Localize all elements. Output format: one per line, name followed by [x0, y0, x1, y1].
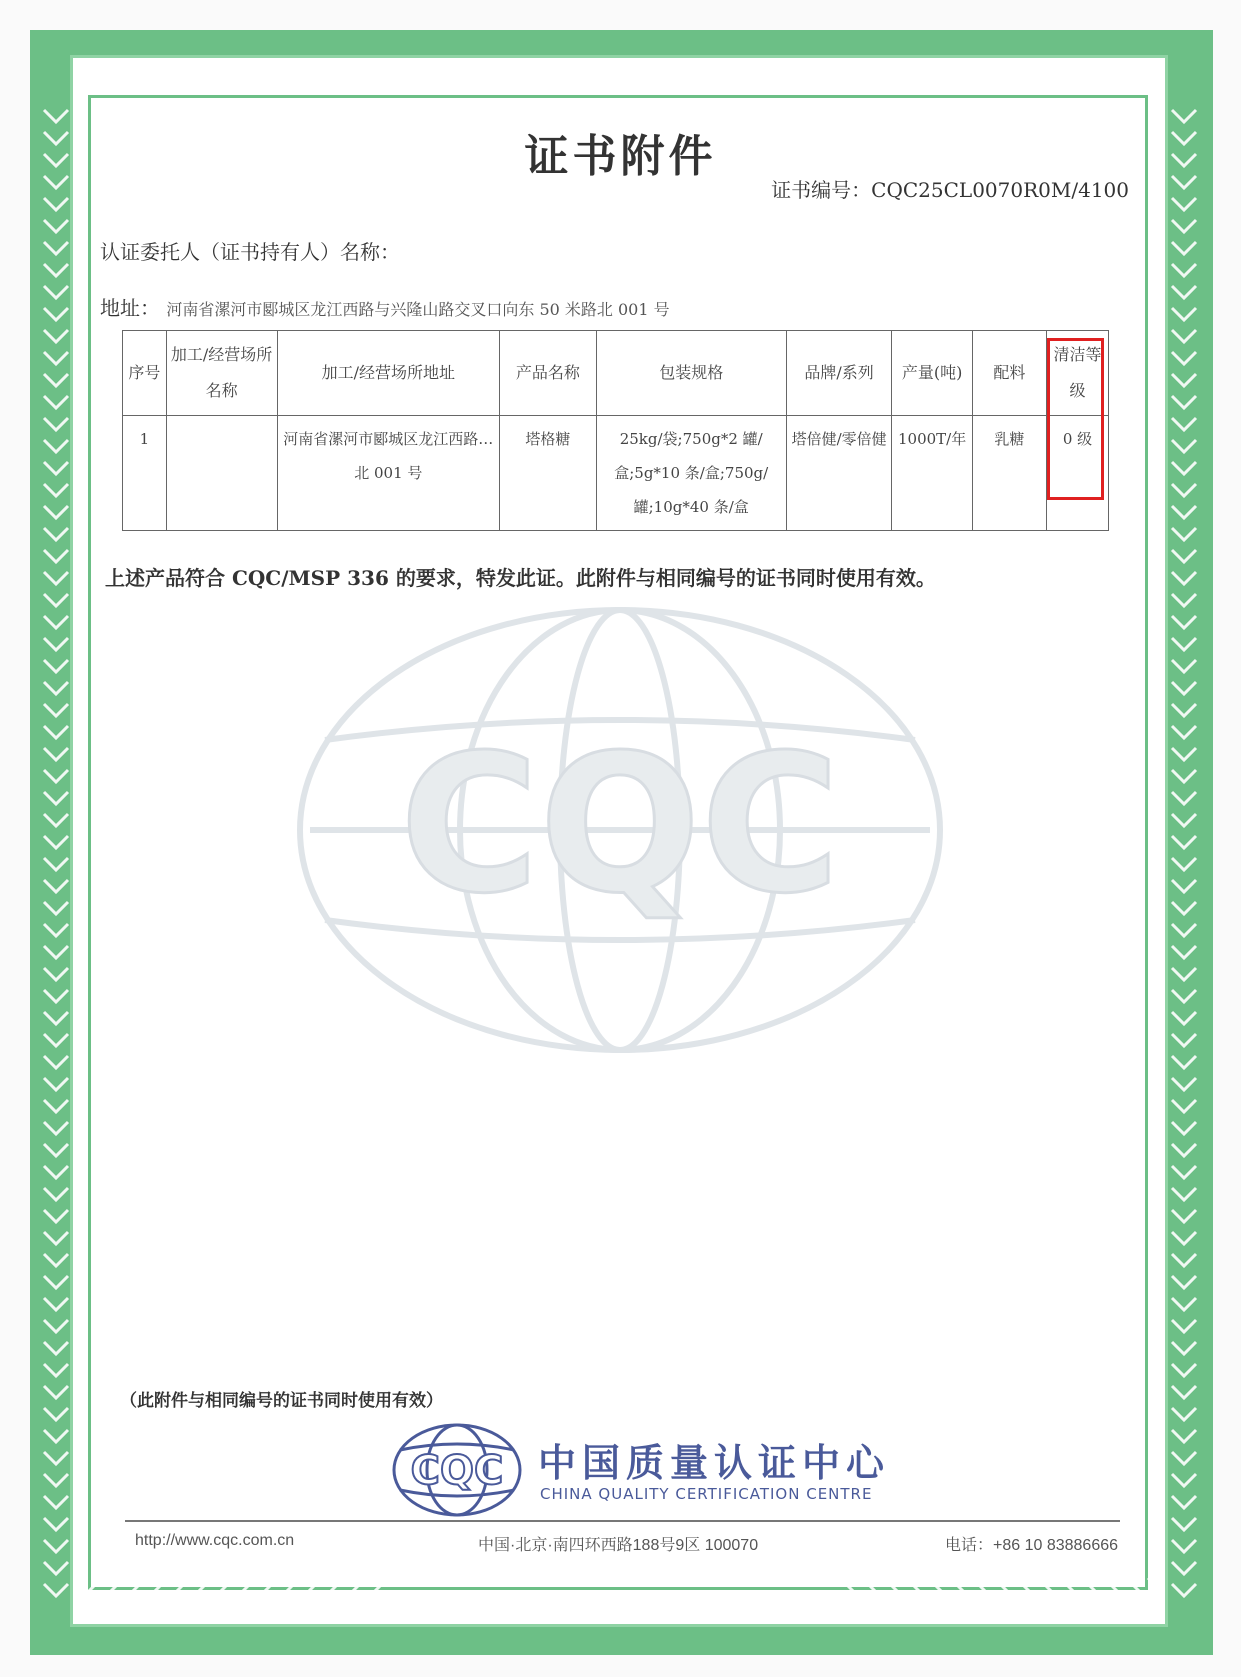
- cell-ingredient: 乳糖: [972, 416, 1046, 531]
- border-chevron: [1172, 1254, 1196, 1266]
- border-chevron: [332, 1578, 344, 1602]
- border-chevron: [44, 770, 68, 782]
- border-chevron: [354, 60, 366, 84]
- logo-text: CQC: [410, 1448, 504, 1494]
- border-chevron: [44, 1540, 68, 1552]
- border-chevron: [1172, 1078, 1196, 1090]
- border-chevron: [44, 1518, 68, 1530]
- border-chevron: [244, 1578, 256, 1602]
- header-index: 序号: [123, 331, 167, 416]
- footer-website: http://www.cqc.com.cn: [135, 1532, 295, 1549]
- compliance-statement: 上述产品符合 CQC/MSP 336 的要求，特发此证。此附件与相同编号的证书同时使用有效。: [105, 566, 936, 590]
- border-chevron: [222, 60, 234, 84]
- border-chevron: [1060, 1578, 1072, 1602]
- cell-output: 1000T/年: [892, 416, 972, 531]
- border-chevron: [1038, 60, 1050, 84]
- border-chevron: [906, 1578, 918, 1602]
- border-chevron: [156, 1578, 168, 1602]
- border-chevron: [90, 60, 102, 84]
- cqc-logo-icon: [390, 1420, 525, 1520]
- border-chevron: [950, 60, 962, 84]
- border-chevron: [1104, 1578, 1116, 1602]
- border-chevron: [906, 60, 918, 84]
- cell-packaging: 25kg/袋;750g*2 罐/盒;5g*10 条/盒;750g/罐;10g*40 条/盒: [596, 416, 786, 531]
- border-chevron: [222, 1578, 234, 1602]
- border-chevron: [44, 946, 68, 958]
- border-chevron: [1172, 638, 1196, 650]
- border-chevron: [840, 1578, 852, 1602]
- border-chevron: [1172, 330, 1196, 342]
- border-chevron: [1172, 1430, 1196, 1442]
- border-chevron: [266, 60, 278, 84]
- border-chevron: [1172, 1584, 1196, 1596]
- border-chevron: [1172, 1562, 1196, 1574]
- border-chevron: [44, 572, 68, 584]
- border-chevron: [1172, 374, 1196, 386]
- border-chevron: [44, 704, 68, 716]
- border-chevron: [44, 880, 68, 892]
- border-chevron: [332, 60, 344, 84]
- border-chevron: [44, 330, 68, 342]
- border-chevron: [1172, 1386, 1196, 1398]
- border-chevron: [1172, 792, 1196, 804]
- border-chevron: [44, 1078, 68, 1090]
- border-chevron: [44, 1232, 68, 1244]
- border-chevron: [44, 814, 68, 826]
- border-chevron: [44, 484, 68, 496]
- border-chevron: [1172, 1122, 1196, 1134]
- border-chevron: [44, 242, 68, 254]
- border-chevron: [1172, 1276, 1196, 1288]
- border-chevron: [1082, 1578, 1094, 1602]
- border-chevron: [1172, 1210, 1196, 1222]
- border-chevron: [1172, 1188, 1196, 1200]
- border-chevron: [44, 264, 68, 276]
- cell-index: 1: [123, 416, 167, 531]
- border-chevron: [1172, 902, 1196, 914]
- border-chevron: [44, 1188, 68, 1200]
- border-chevron: [1172, 858, 1196, 870]
- border-chevron: [1172, 1232, 1196, 1244]
- border-chevron: [1148, 1578, 1160, 1602]
- holder-value-redacted: [406, 243, 666, 265]
- border-chevron: [44, 616, 68, 628]
- border-chevron: [1172, 1012, 1196, 1024]
- border-chevron: [950, 1578, 962, 1602]
- border-chevron: [44, 308, 68, 320]
- border-chevron: [44, 462, 68, 474]
- border-chevron: [44, 1342, 68, 1354]
- border-chevron: [1104, 60, 1116, 84]
- border-chevron: [134, 1578, 146, 1602]
- border-chevron: [44, 1562, 68, 1574]
- border-chevron: [1016, 1578, 1028, 1602]
- border-chevron: [1172, 264, 1196, 276]
- border-chevron: [44, 1408, 68, 1420]
- footer-address: 中国·北京·南四环西路188号9区 100070: [478, 1537, 759, 1554]
- border-chevron: [1126, 60, 1138, 84]
- org-name-en: CHINA QUALITY CERTIFICATION CENTRE: [540, 1485, 873, 1503]
- org-name-cn: 中国质量认证中心: [538, 1441, 891, 1485]
- border-chevron: [1172, 1144, 1196, 1156]
- border-chevron: [44, 198, 68, 210]
- border-chevron: [44, 1452, 68, 1464]
- border-chevron: [376, 1578, 388, 1602]
- border-chevron: [1172, 242, 1196, 254]
- border-chevron: [156, 60, 168, 84]
- footer-divider: [125, 1520, 1120, 1522]
- border-chevron: [1172, 1364, 1196, 1376]
- border-chevron: [44, 1320, 68, 1332]
- page-title: 证书附件: [524, 131, 717, 182]
- border-chevron: [1082, 60, 1094, 84]
- header-output: 产量(吨): [892, 331, 972, 416]
- border-chevron: [928, 1578, 940, 1602]
- border-chevron: [44, 924, 68, 936]
- border-chevron: [44, 902, 68, 914]
- border-chevron: [288, 60, 300, 84]
- border-chevron: [1172, 1518, 1196, 1530]
- border-chevron: [972, 1578, 984, 1602]
- border-chevron: [44, 1056, 68, 1068]
- grade-highlight-box: [1047, 338, 1104, 500]
- border-chevron: [972, 60, 984, 84]
- border-chevron: [1172, 286, 1196, 298]
- border-chevron: [44, 748, 68, 760]
- border-chevron: [178, 1578, 190, 1602]
- border-chevron: [840, 60, 852, 84]
- border-chevron: [1038, 1578, 1050, 1602]
- border-chevron: [928, 60, 940, 84]
- border-chevron: [1172, 968, 1196, 980]
- border-chevron: [1172, 462, 1196, 474]
- border-chevron: [1172, 440, 1196, 452]
- border-chevron: [1172, 484, 1196, 496]
- border-chevron: [134, 60, 146, 84]
- border-chevron: [44, 836, 68, 848]
- border-chevron: [1016, 60, 1028, 84]
- border-chevron: [200, 1578, 212, 1602]
- header-grade: 清洁等级: [1046, 331, 1108, 416]
- border-chevron: [994, 1578, 1006, 1602]
- border-chevron: [1172, 572, 1196, 584]
- border-chevron: [44, 506, 68, 518]
- border-chevron: [1172, 396, 1196, 408]
- border-chevron: [44, 1012, 68, 1024]
- border-chevron: [44, 858, 68, 870]
- border-chevron: [1060, 60, 1072, 84]
- border-chevron: [1172, 1034, 1196, 1046]
- border-chevron: [1172, 726, 1196, 738]
- footnote: （此附件与相同编号的证书同时使用有效）: [120, 1391, 443, 1411]
- border-chevron: [44, 1254, 68, 1266]
- border-chevron: [44, 1144, 68, 1156]
- border-chevron: [200, 60, 212, 84]
- border-chevron: [44, 1276, 68, 1288]
- border-chevron: [44, 1122, 68, 1134]
- border-chevron: [44, 550, 68, 562]
- border-chevron: [112, 1578, 124, 1602]
- border-chevron: [1172, 704, 1196, 716]
- border-chevron: [862, 60, 874, 84]
- border-chevron: [44, 1386, 68, 1398]
- address-label: 地址：: [100, 296, 160, 320]
- header-site-name: 加工/经营场所名称: [166, 331, 277, 416]
- border-chevron: [1172, 418, 1196, 430]
- border-chevron: [1172, 308, 1196, 320]
- border-chevron: [244, 60, 256, 84]
- header-product: 产品名称: [500, 331, 597, 416]
- border-chevron: [288, 1578, 300, 1602]
- border-chevron: [310, 1578, 322, 1602]
- cell-site-name: [166, 416, 277, 531]
- border-chevron: [862, 1578, 874, 1602]
- border-chevron: [994, 60, 1006, 84]
- border-chevron: [1172, 924, 1196, 936]
- border-chevron: [1172, 660, 1196, 672]
- border-chevron: [1172, 946, 1196, 958]
- cell-brand: 塔倍健/零倍健: [786, 416, 892, 531]
- holder-line: [100, 236, 666, 265]
- border-chevron: [44, 638, 68, 650]
- border-chevron: [44, 1166, 68, 1178]
- border-chevron: [178, 60, 190, 84]
- header-brand: 品牌/系列: [786, 331, 892, 416]
- cell-site-address: 河南省漯河市郾城区龙江西路…北 001 号: [277, 416, 500, 531]
- border-chevron: [1126, 1578, 1138, 1602]
- border-chevron: [1172, 616, 1196, 628]
- border-chevron: [90, 1578, 102, 1602]
- border-chevron: [44, 1430, 68, 1442]
- border-chevron: [1172, 770, 1196, 782]
- border-chevron: [44, 1496, 68, 1508]
- border-chevron: [44, 792, 68, 804]
- border-chevron: [44, 968, 68, 980]
- border-chevron: [44, 396, 68, 408]
- border-chevron: [44, 726, 68, 738]
- border-chevron: [1172, 528, 1196, 540]
- border-chevron: [44, 374, 68, 386]
- border-chevron: [1172, 198, 1196, 210]
- border-chevron: [1172, 682, 1196, 694]
- border-chevron: [44, 682, 68, 694]
- border-chevron: [1172, 836, 1196, 848]
- header-ingredient: 配料: [972, 331, 1046, 416]
- certificate-number: 证书编号：CQC25CL0070R0M/4100: [771, 178, 1129, 202]
- border-chevron: [44, 352, 68, 364]
- border-chevron: [1172, 1298, 1196, 1310]
- border-chevron: [1172, 1496, 1196, 1508]
- border-chevron: [1172, 880, 1196, 892]
- border-chevron: [44, 1034, 68, 1046]
- cell-product: 塔格糖: [500, 416, 597, 531]
- border-chevron: [1172, 1540, 1196, 1552]
- border-chevron: [376, 60, 388, 84]
- border-chevron: [44, 594, 68, 606]
- border-chevron: [44, 1364, 68, 1376]
- border-chevron: [1172, 594, 1196, 606]
- border-chevron: [1172, 1474, 1196, 1486]
- watermark-logo-text: CQC: [399, 714, 841, 935]
- border-chevron: [44, 1298, 68, 1310]
- border-chevron: [44, 440, 68, 452]
- holder-label: 认证委托人（证书持有人）名称：: [100, 240, 400, 264]
- border-chevron: [1172, 506, 1196, 518]
- table-row: [123, 416, 1109, 531]
- border-chevron: [884, 1578, 896, 1602]
- header-packaging: 包装规格: [596, 331, 786, 416]
- border-chevron: [44, 990, 68, 1002]
- border-chevron: [310, 60, 322, 84]
- border-chevron: [1172, 220, 1196, 232]
- address-value: 河南省漯河市郾城区龙江西路与兴隆山路交叉口向东 50 米路北 001 号: [166, 300, 670, 319]
- border-chevron: [1172, 1056, 1196, 1068]
- border-chevron: [1172, 352, 1196, 364]
- cell-grade: 0 级: [1046, 416, 1108, 531]
- border-chevron: [354, 1578, 366, 1602]
- address-line: [100, 292, 670, 321]
- border-chevron: [44, 1474, 68, 1486]
- border-chevron: [1172, 1100, 1196, 1112]
- border-chevron: [1172, 1452, 1196, 1464]
- border-chevron: [112, 60, 124, 84]
- border-chevron: [1172, 814, 1196, 826]
- border-chevron: [44, 528, 68, 540]
- table-header-row: [123, 331, 1109, 416]
- border-chevron: [44, 418, 68, 430]
- border-chevron: [1172, 1166, 1196, 1178]
- border-chevron: [1172, 550, 1196, 562]
- footer-phone: 电话：+86 10 83886666: [945, 1537, 1119, 1554]
- header-site-address: 加工/经营场所地址: [277, 331, 500, 416]
- border-chevron: [1172, 1408, 1196, 1420]
- border-chevron: [44, 286, 68, 298]
- border-chevron: [1148, 60, 1160, 84]
- border-chevron: [44, 1210, 68, 1222]
- border-chevron: [44, 1100, 68, 1112]
- border-chevron: [44, 660, 68, 672]
- border-chevron: [44, 220, 68, 232]
- border-chevron: [1172, 748, 1196, 760]
- border-chevron: [44, 1584, 68, 1596]
- border-chevron: [1172, 1320, 1196, 1332]
- cqc-globe-watermark-icon: [285, 590, 955, 1070]
- border-chevron: [1172, 990, 1196, 1002]
- border-chevron: [266, 1578, 278, 1602]
- border-chevron: [1172, 1342, 1196, 1354]
- product-table: [122, 330, 1109, 531]
- border-chevron: [884, 60, 896, 84]
